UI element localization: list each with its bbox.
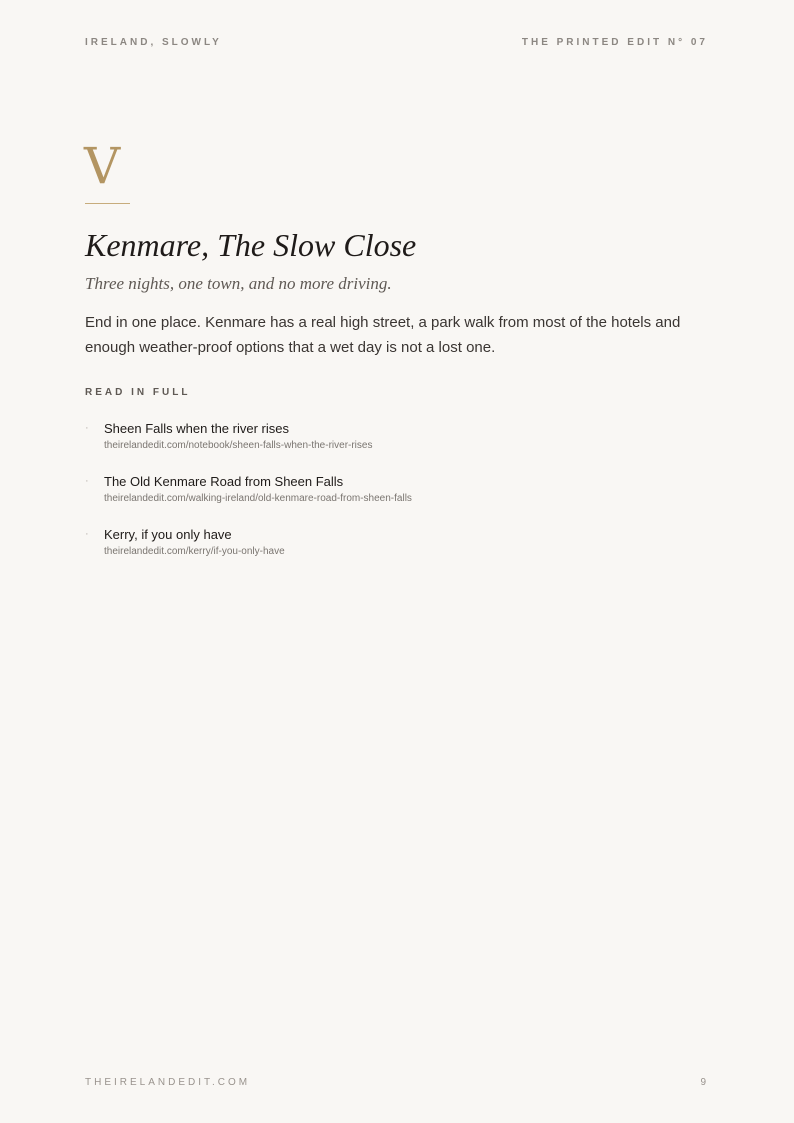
header-edition-label: THE PRINTED EDIT N° 07 <box>521 37 708 48</box>
bullet-icon: · <box>85 528 89 540</box>
page-footer <box>85 1077 706 1088</box>
reading-item-url[interactable]: theirelandedit.com/walking-ireland/old-kenmare-road-from-sheen-falls <box>104 493 412 504</box>
reading-list-item <box>85 526 710 579</box>
header-series-title: IRELAND, SLOWLY <box>85 37 222 48</box>
reading-item-title[interactable]: Sheen Falls when the river rises <box>104 421 289 436</box>
reading-item-url[interactable]: theirelandedit.com/kerry/if-you-only-have <box>104 546 285 557</box>
chapter-subtitle: Three nights, one town, and no more driving. <box>85 274 392 293</box>
reading-item-title[interactable]: The Old Kenmare Road from Sheen Falls <box>104 474 344 489</box>
footer-site-name[interactable]: THEIRELANDEDIT.COM <box>85 1077 251 1088</box>
reading-list <box>85 420 710 579</box>
chapter-divider <box>85 203 130 204</box>
chapter-numeral: V <box>84 137 121 195</box>
read-in-full-heading: READ IN FULL <box>85 387 191 398</box>
reading-item-title[interactable]: Kerry, if you only have <box>104 527 232 542</box>
reading-item-url[interactable]: theirelandedit.com/notebook/sheen-falls-when-the-river-rises <box>104 440 373 451</box>
bullet-icon: · <box>85 475 89 487</box>
running-header <box>85 37 708 48</box>
bullet-icon: · <box>85 422 89 434</box>
chapter-title: Kenmare, The Slow Close <box>85 227 417 263</box>
reading-list-item <box>85 473 710 526</box>
chapter-body-text: End in one place. Kenmare has a real high street, a park walk from most of the hotels and enough weather-proof options that a wet day is not a lost one. <box>85 314 681 356</box>
reading-list-item <box>85 420 710 473</box>
page-number: 9 <box>700 1077 706 1088</box>
